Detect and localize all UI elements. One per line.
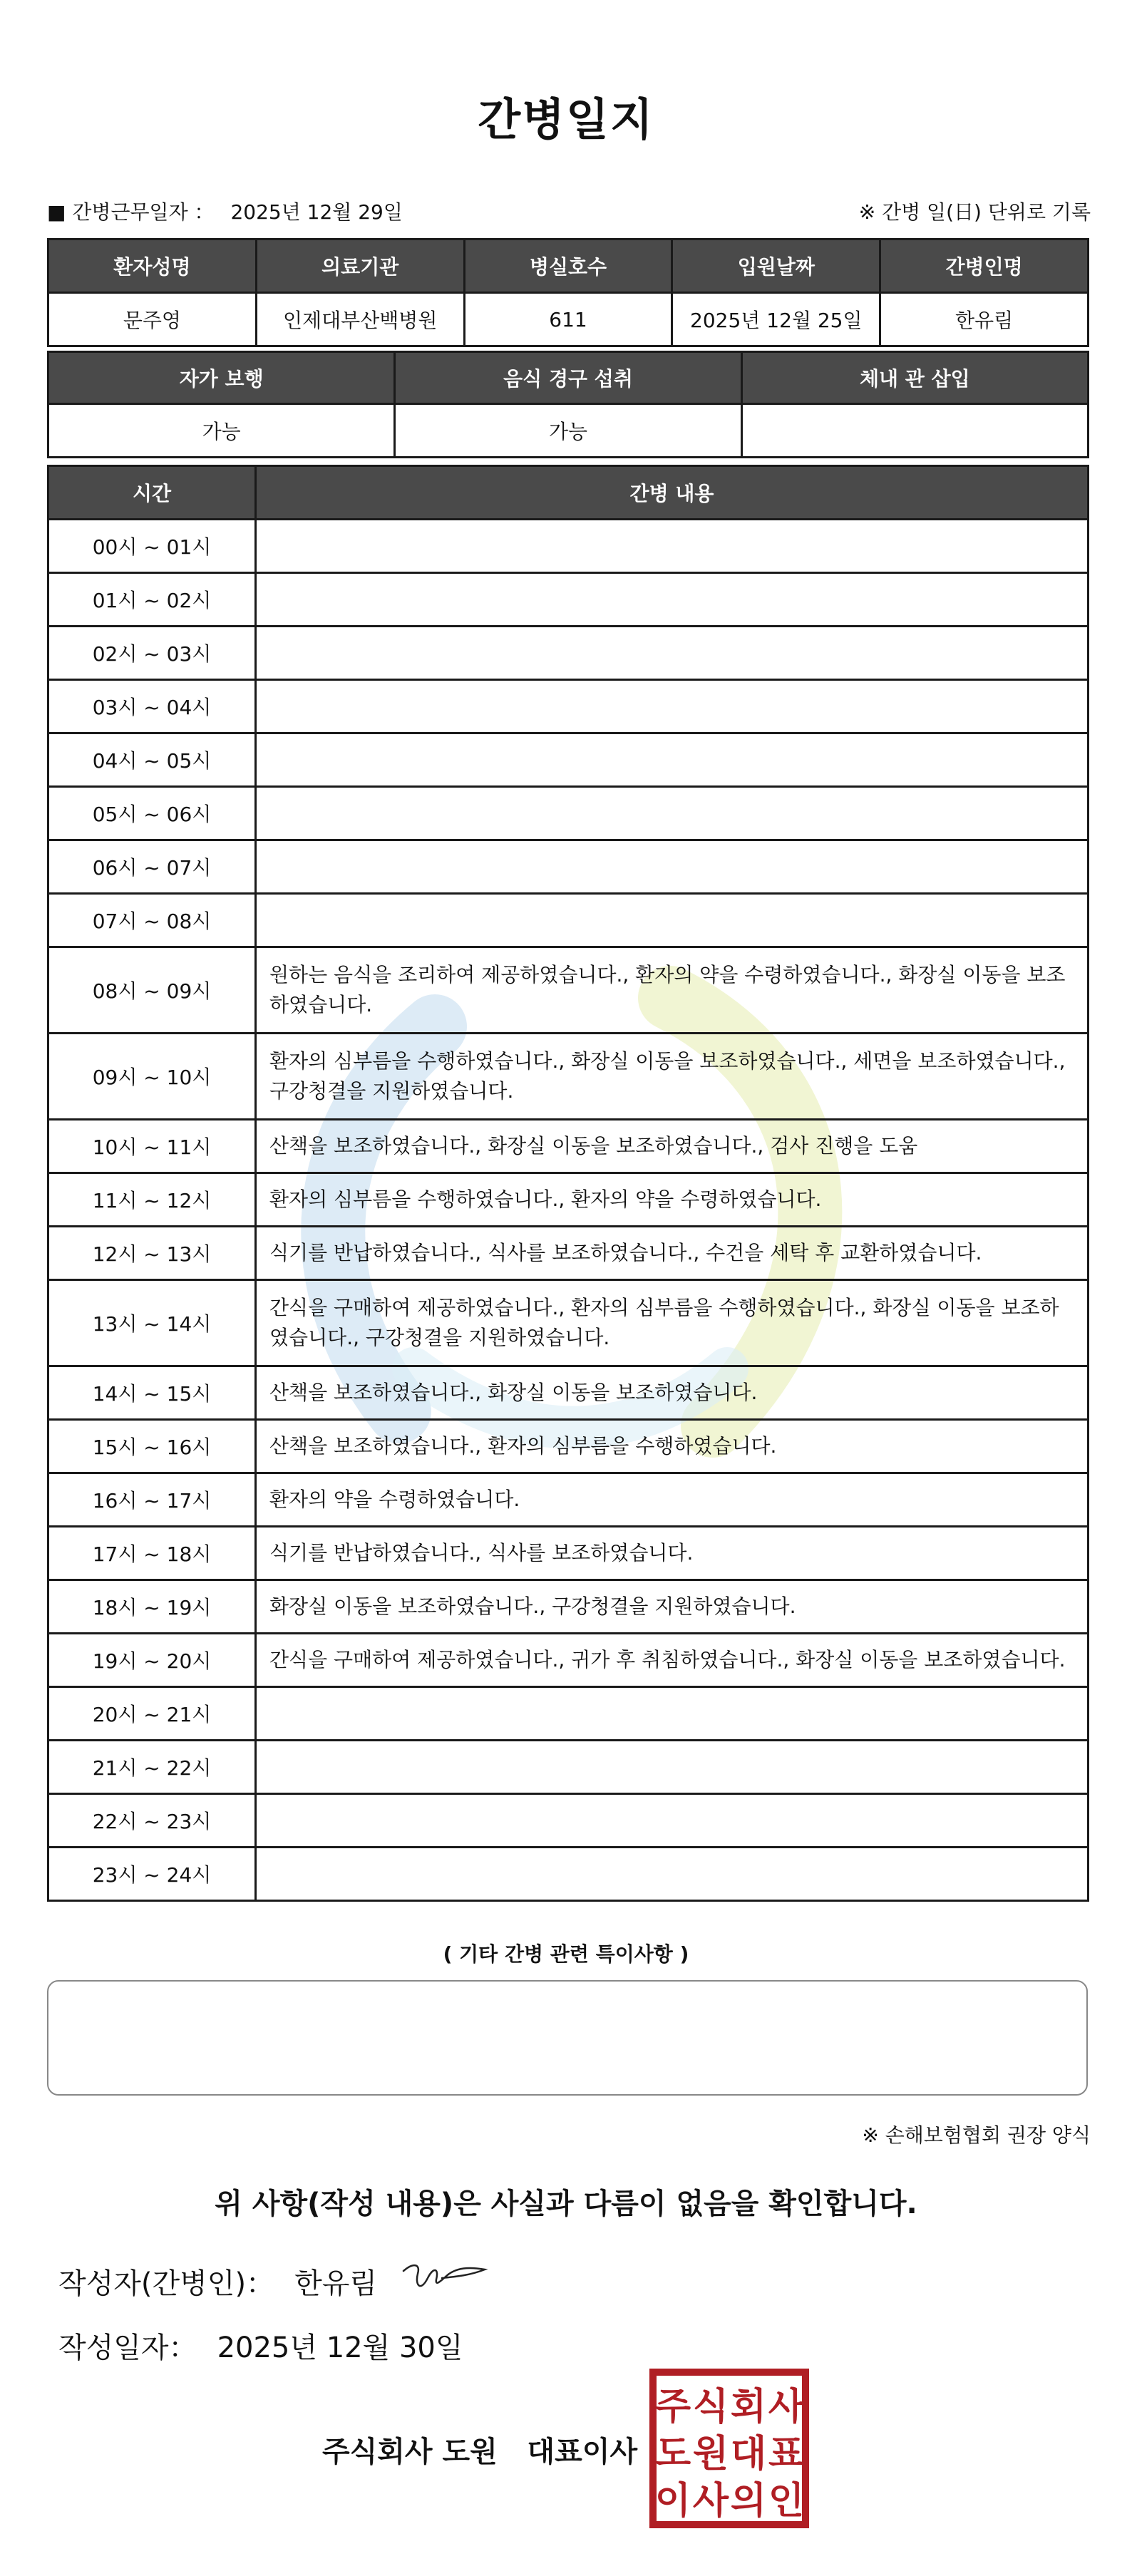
- work-date-label: ■ 간병근무일자 ：: [47, 200, 215, 224]
- table-row: [48, 733, 1089, 787]
- table-row: [48, 1794, 1089, 1848]
- header-room: 병실호수: [464, 239, 672, 293]
- care-content: 원하는 음식을 조리하여 제공하였습니다., 환자의 약을 수령하였습니다., 화장실 이동을 보조하였습니다.: [256, 947, 1089, 1034]
- table-row: [48, 787, 1089, 840]
- svg-text:주: 주: [654, 2386, 691, 2428]
- table-row: [48, 947, 1089, 1034]
- care-content: [256, 1687, 1089, 1741]
- care-content: 환자의 심부름을 수행하였습니다., 환자의 약을 수령하였습니다.: [256, 1173, 1089, 1227]
- svg-text:원: 원: [692, 2433, 729, 2475]
- care-content: 화장실 이동을 보조하였습니다., 구강청결을 지원하였습니다.: [256, 1580, 1089, 1634]
- document-title: 간병일지: [478, 93, 654, 145]
- header-oral-intake: 음식 경구 섭취: [395, 352, 741, 404]
- care-content: [256, 1794, 1089, 1848]
- header-admission-date: 입원날짜: [672, 239, 880, 293]
- time-slot: 23시 ~ 24시: [48, 1848, 256, 1901]
- care-content: 환자의 심부름을 수행하였습니다., 화장실 이동을 보조하였습니다., 세면을 보조하였습니다., 구강청결을 지원하였습니다.: [256, 1034, 1089, 1120]
- table-row: [48, 1527, 1089, 1580]
- time-slot: 11시 ~ 12시: [48, 1173, 256, 1227]
- time-slot: 22시 ~ 23시: [48, 1794, 256, 1848]
- svg-text:의: 의: [730, 2480, 767, 2523]
- care-content: [256, 520, 1089, 573]
- hospital-name: 인제대부산백병원: [256, 293, 464, 346]
- care-content: [256, 840, 1089, 894]
- time-slot: 18시 ~ 19시: [48, 1580, 256, 1634]
- care-content: 식기를 반납하였습니다., 식사를 보조하였습니다.: [256, 1527, 1089, 1580]
- svg-text:도: 도: [654, 2433, 691, 2475]
- time-slot: 02시 ~ 03시: [48, 627, 256, 680]
- written-date-label: 작성일자：: [58, 2332, 197, 2364]
- tube-insertion-value: [741, 404, 1088, 458]
- svg-text:식: 식: [692, 2386, 729, 2428]
- time-slot: 07시 ~ 08시: [48, 894, 256, 947]
- table-row: [48, 1366, 1089, 1420]
- table-row: [48, 627, 1089, 680]
- time-slot: 17시 ~ 18시: [48, 1527, 256, 1580]
- time-slot: 13시 ~ 14시: [48, 1280, 256, 1366]
- svg-text:표: 표: [768, 2433, 805, 2475]
- table-row: [48, 680, 1089, 733]
- care-content: [256, 1741, 1089, 1794]
- svg-text:인: 인: [768, 2480, 805, 2523]
- care-content: 간식을 구매하여 제공하였습니다., 환자의 심부름을 수행하였습니다., 화장실 이동을 보조하였습니다., 구강청결을 지원하였습니다.: [256, 1280, 1089, 1366]
- header-caregiver: 간병인명: [880, 239, 1089, 293]
- remarks-title: ( 기타 간병 관련 특이사항 ): [443, 1942, 689, 1966]
- svg-text:사: 사: [768, 2386, 805, 2428]
- patient-status-table: [47, 351, 1089, 458]
- care-content: 산책을 보조하였습니다., 화장실 이동을 보조하였습니다., 검사 진행을 도움: [256, 1120, 1089, 1173]
- care-content: 환자의 약을 수령하였습니다.: [256, 1473, 1089, 1527]
- care-content: 식기를 반납하였습니다., 식사를 보조하였습니다., 수건을 세탁 후 교환하였습니다.: [256, 1227, 1089, 1280]
- time-slot: 01시 ~ 02시: [48, 573, 256, 627]
- header-care-content: 간병 내용: [256, 466, 1089, 520]
- care-content: [256, 894, 1089, 947]
- time-slot: 04시 ~ 05시: [48, 733, 256, 787]
- written-date-line: [58, 2325, 463, 2366]
- time-slot: 05시 ~ 06시: [48, 787, 256, 840]
- table-row: [48, 1580, 1089, 1634]
- written-date-value: 2025년 12월 30일: [217, 2332, 463, 2364]
- svg-text:사: 사: [692, 2480, 729, 2523]
- care-content: [256, 573, 1089, 627]
- time-slot: 08시 ~ 09시: [48, 947, 256, 1034]
- table-row: [48, 1473, 1089, 1527]
- header-patient-name: 환자성명: [48, 239, 257, 293]
- care-content: 산책을 보조하였습니다., 환자의 심부름을 수행하였습니다.: [256, 1420, 1089, 1473]
- table-row: [48, 1120, 1089, 1173]
- patient-name: 문주영: [48, 293, 257, 346]
- table-row: [48, 840, 1089, 894]
- table-row: [48, 1634, 1089, 1687]
- admission-date: 2025년 12월 25일: [672, 293, 880, 346]
- time-slot: 03시 ~ 04시: [48, 680, 256, 733]
- unit-note: ※ 간병 일(日) 단위로 기록: [858, 200, 1091, 224]
- work-date: [47, 197, 403, 225]
- table-row: [48, 1848, 1089, 1901]
- time-slot: 09시 ~ 10시: [48, 1034, 256, 1120]
- svg-text:회: 회: [730, 2386, 767, 2428]
- time-slot: 20시 ~ 21시: [48, 1687, 256, 1741]
- patient-info-table: [47, 238, 1089, 347]
- room-number: 611: [464, 293, 672, 346]
- table-row: [48, 1687, 1089, 1741]
- table-row: [48, 1173, 1089, 1227]
- time-slot: 21시 ~ 22시: [48, 1741, 256, 1794]
- time-slot: 19시 ~ 20시: [48, 1634, 256, 1687]
- svg-text:이: 이: [654, 2480, 691, 2523]
- writer-label: 작성자(간병인)：: [58, 2267, 275, 2300]
- self-walking-value: 가능: [48, 404, 395, 458]
- header-tube-insertion: 체내 관 삽입: [741, 352, 1088, 404]
- care-log-table: [47, 465, 1089, 1902]
- time-slot: 15시 ~ 16시: [48, 1420, 256, 1473]
- table-row: [48, 573, 1089, 627]
- time-slot: 12시 ~ 13시: [48, 1227, 256, 1280]
- table-row: [48, 1280, 1089, 1366]
- remarks-box: [47, 1980, 1088, 2096]
- table-row: [48, 1741, 1089, 1794]
- writer-name: 한유림: [294, 2267, 377, 2300]
- table-row: [48, 1227, 1089, 1280]
- confirmation-statement: 위 사항(작성 내용)은 사실과 다름이 없음을 확인합니다.: [215, 2188, 917, 2220]
- time-slot: 06시 ~ 07시: [48, 840, 256, 894]
- care-content: 간식을 구매하여 제공하였습니다., 귀가 후 취침하였습니다., 화장실 이동을 보조하였습니다.: [256, 1634, 1089, 1687]
- care-content: 산책을 보조하였습니다., 화장실 이동을 보조하였습니다.: [256, 1366, 1089, 1420]
- table-row: [48, 894, 1089, 947]
- care-content: [256, 787, 1089, 840]
- writer-line: [58, 2261, 377, 2302]
- header-time: 시간: [48, 466, 256, 520]
- signature-image: [399, 2257, 492, 2299]
- table-row: [48, 520, 1089, 573]
- care-content: [256, 627, 1089, 680]
- care-content: [256, 733, 1089, 787]
- table-row: [48, 1420, 1089, 1473]
- form-note: ※ 손해보험협회 권장 양식: [862, 2123, 1091, 2147]
- table-row: [48, 1034, 1089, 1120]
- care-content: [256, 1848, 1089, 1901]
- time-slot: 14시 ~ 15시: [48, 1366, 256, 1420]
- care-log-rows: [48, 520, 1089, 1901]
- care-content: [256, 680, 1089, 733]
- header-self-walking: 자가 보행: [48, 352, 395, 404]
- oral-intake-value: 가능: [395, 404, 741, 458]
- work-date-value: 2025년 12월 29일: [230, 200, 403, 224]
- company-representative: 주식회사 도원 대표이사: [322, 2436, 638, 2468]
- time-slot: 16시 ~ 17시: [48, 1473, 256, 1527]
- header-hospital: 의료기관: [256, 239, 464, 293]
- time-slot: 00시 ~ 01시: [48, 520, 256, 573]
- svg-text:대: 대: [730, 2433, 767, 2475]
- caregiver-name: 한유림: [880, 293, 1089, 346]
- time-slot: 10시 ~ 11시: [48, 1120, 256, 1173]
- company-seal-stamp: [649, 2368, 810, 2529]
